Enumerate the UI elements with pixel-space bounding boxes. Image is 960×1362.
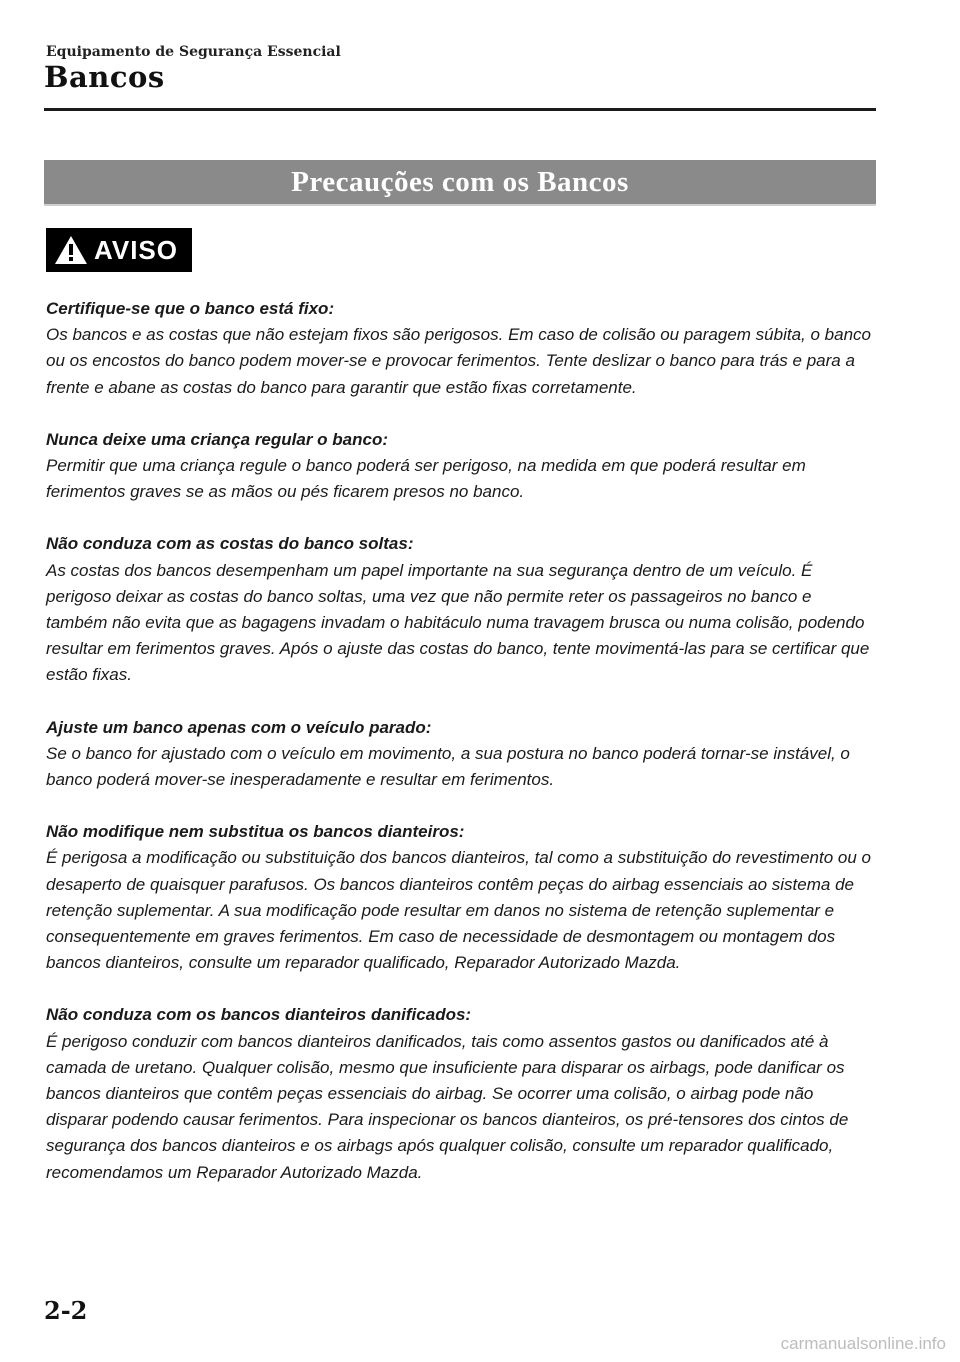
- warning-block: [46, 715, 874, 794]
- warning-content: [46, 296, 874, 1212]
- page-number: 2-2: [44, 1296, 88, 1325]
- chapter-title: Equipamento de Segurança Essencial: [46, 44, 341, 60]
- warning-heading: Não conduza com os bancos dianteiros danificados:: [46, 1005, 472, 1025]
- warning-triangle-icon: [54, 234, 88, 266]
- warning-heading: Não modifique nem substitua os bancos dianteiros:: [46, 822, 465, 842]
- warning-text: Os bancos e as costas que não estejam fixos são perigosos. Em caso de colisão ou paragem súbita, o banco ou os encostos do banco podem mover-se e provocar ferimentos. Tente deslizar o banco para trás e para a frente e abane as costas do banco para garantir que estão fixas corretamente.: [46, 325, 871, 397]
- warning-text: É perigoso conduzir com bancos dianteiros danificados, tais como assentos gastos ou danificados até à camada de uretano. Qualquer colisão, mesmo que insuficiente para disparar os airbags, pode danificar os bancos dianteiros que contêm peças essenciais do airbag. Se ocorrer uma colisão, o airbag pode não disparar podendo causar ferimentos. Para inspecionar os bancos dianteiros, os pré-tensores dos cintos de segurança dos bancos dianteiros e os airbags após qualquer colisão, consulte um reparador qualificado, recomendamos um Reparador Autorizado Mazda.: [46, 1031, 849, 1182]
- header-rule: [44, 108, 876, 111]
- warning-heading: Certifique-se que o banco está fixo:: [46, 299, 335, 318]
- warning-block: [46, 427, 874, 506]
- warning-heading: Não conduza com as costas do banco soltas:: [46, 534, 414, 554]
- warning-block: [46, 819, 874, 976]
- warning-block: [46, 1002, 874, 1185]
- watermark: carmanualsonline.info: [780, 1334, 946, 1353]
- warning-text: As costas dos bancos desempenham um papel importante na sua segurança dentro de um veículo. É perigoso deixar as costas do banco soltas, uma vez que não permite reter os passageiros no banco e também não evita que as bagagens invadam o habitáculo numa travagem brusca ou numa colisão, podendo resultar em ferimentos graves. Após o ajuste das costas do banco, tente movimentá-las para se certificar que estão fixas.: [46, 560, 870, 685]
- warning-text: Se o banco for ajustado com o veículo em movimento, a sua postura no banco poderá tornar-se instável, o banco poderá mover-se inesperadamente e resultar em ferimentos.: [46, 743, 850, 790]
- warning-text: Permitir que uma criança regule o banco poderá ser perigoso, na medida em que poderá resultar em ferimentos graves se as mãos ou pés ficarem presos no banco.: [46, 456, 806, 502]
- warning-heading: Ajuste um banco apenas com o veículo parado:: [46, 717, 432, 737]
- warning-block: [46, 531, 874, 688]
- banner-title: Precauções com os Bancos: [291, 165, 629, 198]
- section-title: Bancos: [44, 60, 165, 94]
- precautions-banner: [44, 160, 876, 206]
- warning-heading: Nunca deixe uma criança regular o banco:: [46, 429, 389, 449]
- warning-text: É perigosa a modificação ou substituição dos bancos dianteiros, tal como a substituição do revestimento ou o desaperto de quaisquer parafusos. Os bancos dianteiros contêm peças do airbag essenciais ao sistema de retenção suplementar. A sua modificação pode resultar em danos no sistema de retenção suplementar e consequentemente em graves ferimentos. Em caso de necessidade de desmontagem ou montagem dos bancos dianteiros, consulte um reparador qualificado, Reparador Autorizado Mazda.: [46, 848, 871, 973]
- warning-block: [46, 296, 874, 401]
- warning-label: AVISO: [94, 234, 178, 265]
- warning-badge: [46, 228, 192, 272]
